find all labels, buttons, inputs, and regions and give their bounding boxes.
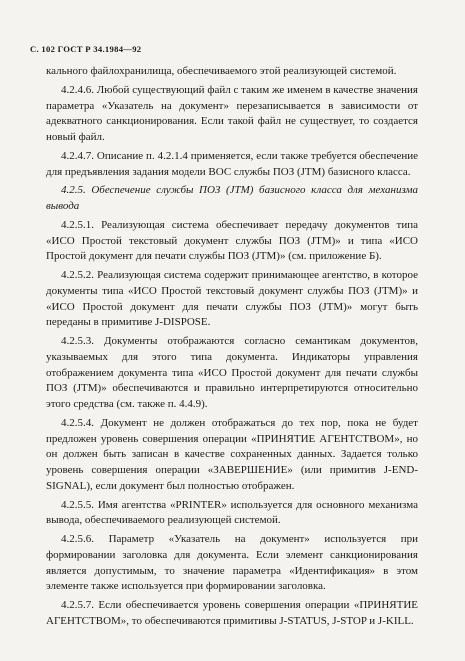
paragraph-4-2-4-7: 4.2.4.7. Описание п. 4.2.1.4 применяется, если также требуется обеспечение для предъявления задания модели ВОС службы ПОЗ (JTM) базисного класса. [46,149,418,178]
document-body [46,64,418,633]
paragraph-4-2-5-1: 4.2.5.1. Реализующая система обеспечивает передачу документов типа «ИСО Простой текстовый документ службы ПОЗ (JTM)» и типа «ИСО Простой документ для печати службы ПОЗ (JTM)» (см. приложение Б). [46,219,418,263]
paragraph-4-2-5-4: 4.2.5.4. Документ не должен отображаться до тех пор, пока не будет предложен уровень совершения операции «ПРИНЯТИЕ АГЕНТСТВОМ», но он должен быть записан в качестве сохраненных данных. Задается только уровень совершения операции «ЗАВЕРШЕНИЕ» (или примитив J-END-SIGNAL), если документ был полностью отображен. [46,417,418,492]
section-heading-4-2-5: 4.2.5. Обеспечение службы ПОЗ (JTM) базисного класса для механизма вывода [46,184,418,213]
paragraph-4-2-5-3: 4.2.5.3. Документы отображаются согласно семантикам документов, указываемых для этого типа документа. Индикаторы управления отображением документа типа «ИСО Простой документ для печати службы ПОЗ (JTM)» обеспечиваются и правильно интерпретируются относительно этого средства (см. также п. 4.4.9). [46,335,418,411]
paragraph-4-2-5-6: 4.2.5.6. Параметр «Указатель на документ» используется при формировании заголовка для документа. Если элемент санкционирования является допустимым, то значение параметра «Идентификация» в этом элементе также используется при формировании заголовка. [46,533,418,593]
paragraph-4-2-4-6: 4.2.4.6. Любой существующий файл с таким же именем в качестве значения параметра «Указатель на документ» перезаписывается в зависимости от адекватного санкционирования. Если такой файл не существует, то создается новый файл. [46,83,418,143]
paragraph-4-2-5-5: 4.2.5.5. Имя агентства «PRINTER» используется для основного механизма вывода, обеспечиваемого реализующей системой. [46,498,418,527]
paragraph-4-2-5-7: 4.2.5.7. Если обеспечивается уровень совершения операции «ПРИНЯТИЕ АГЕНТСТВОМ», то обеспечиваются примитивы J-STATUS, J-STOP и J-KILL. [46,599,418,628]
paragraph-4-2-5-2: 4.2.5.2. Реализующая система содержит принимающее агентство, в которое документы типа «ИСО Простой текстовый документ службы ПОЗ (JTM)» и «ИСО Простой документ для печати службы ПОЗ (JTM)» могут быть переданы в примитиве J-DISPOSE. [46,269,418,329]
page-header: С. 102 ГОСТ Р 34.1984—92 [30,44,142,54]
paragraph-continuation: кального файлохранилища, обеспечиваемого этой реализующей системой. [46,65,397,77]
